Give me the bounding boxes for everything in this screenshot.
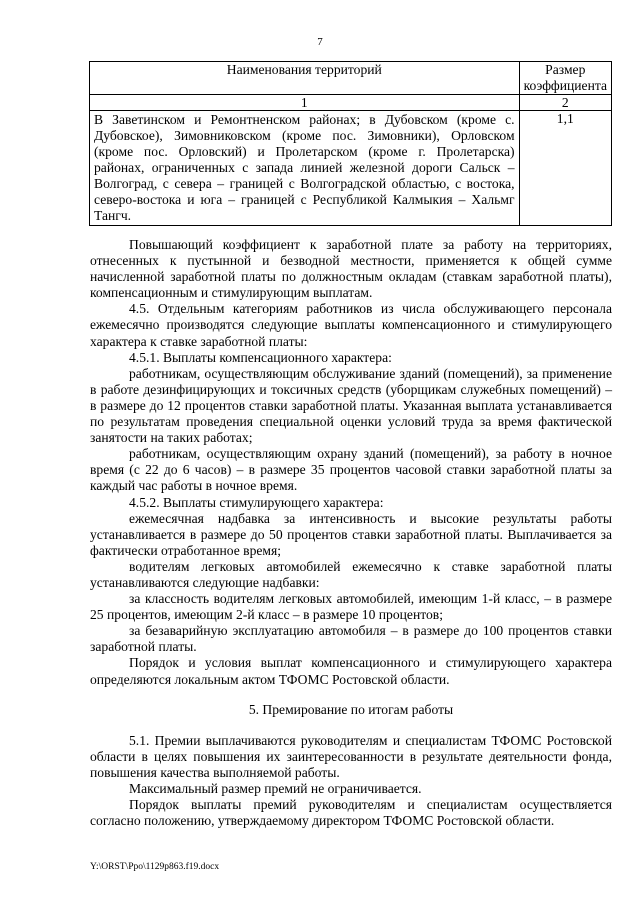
footer-file-path: Y:\ORST\Ppo\1129p863.f19.docx — [90, 862, 220, 872]
header-coefficient: Размер коэффициента — [519, 62, 611, 95]
section-heading: 5. Премирование по итогам работы — [248, 701, 454, 717]
page-number: 7 — [317, 36, 323, 48]
paragraph: за безаварийную эксплуатацию автомобиля – в размере до 100 процентов ставки заработной платы. — [90, 623, 612, 655]
table-header-row — [90, 62, 612, 95]
header-territory: Наименования территорий — [90, 62, 520, 95]
paragraph: 4.5. Отдельным категориям работников из числа обслуживающего персонала ежемесячно производятся следующие выплаты компенсационного и стимулирующего характера к ставке заработной платы: — [90, 301, 612, 349]
paragraph: Максимальный размер премий не ограничивается. — [129, 781, 422, 796]
document-body — [90, 237, 612, 829]
paragraph: за классность водителям легковых автомобилей, имеющим 1-й класс, – в размере 25 процентов, имеющим 2-й класс – в размере 10 процентов; — [90, 591, 612, 623]
territory-description: В Заветинском и Ремонтненском районах; в Дубовском (кроме с. Дубовское), Зимовниковском (кроме пос. Зимовники), Орловском (кроме пос. Орловский) и Пролетарском (кроме г. Пролетарска) районах, ограниченных с запада линией железной дороги Сальск – Волгоград, с севера – границей с Волгоградской областью, с востока, северо-востока и юга – границей с Республикой Калмыкия – Хальмг Тангч. — [90, 111, 520, 226]
paragraph: ежемесячная надбавка за интенсивность и высокие результаты работы устанавливается в размере до 50 процентов ставки заработной платы. Выплачивается за фактически отработанное время; — [90, 510, 612, 558]
coefficient-table — [89, 61, 612, 226]
paragraph: работникам, осуществляющим обслуживание зданий (помещений), за применение в работе дезинфицирующих и токсичных средств (уборщикам служебных помещений) – в размере до 12 процентов ставки заработной платы. Указанная выплата устанавливается по результатам проведения специальной оценки условий труда за время фактической занятости на таких работах; — [90, 365, 612, 446]
paragraph: 4.5.1. Выплаты компенсационного характера: — [129, 349, 392, 365]
column-number-2: 2 — [519, 95, 611, 111]
column-number-1: 1 — [90, 95, 520, 111]
paragraph: работникам, осуществляющим охрану зданий (помещений), за работу в ночное время (с 22 до 6 часов) – в размере 35 процентов часовой ставки заработной платы за каждый час работы в ночное время. — [90, 446, 612, 494]
paragraph: Порядок и условия выплат компенсационного и стимулирующего характера определяются локальным актом ТФОМС Ростовской области. — [90, 655, 612, 687]
paragraph: Повышающий коэффициент к заработной плате за работу на территориях, отнесенных к пустынной и безводной местности, применяется к общей сумме начисленной заработной платы по должностным окладам (ставкам заработной платы), компенсационным и стимулирующим выплатам. — [90, 237, 612, 301]
table-column-number-row — [90, 95, 612, 111]
table-row — [90, 111, 612, 226]
paragraph: 5.1. Премии выплачиваются руководителям и специалистам ТФОМС Ростовской области в целях повышения их заинтересованности в результате деятельности фонда, повышения качества выполняемой работы. — [90, 732, 612, 780]
paragraph: 4.5.2. Выплаты стимулирующего характера: — [129, 494, 384, 510]
paragraph: водителям легковых автомобилей ежемесячно к ставке заработной платы устанавливаются следующие надбавки: — [90, 558, 612, 590]
paragraph: Порядок выплаты премий руководителям и специалистам осуществляется согласно положению, утверждаемому директором ТФОМС Ростовской области. — [90, 797, 612, 829]
coefficient-value: 1,1 — [519, 111, 611, 226]
